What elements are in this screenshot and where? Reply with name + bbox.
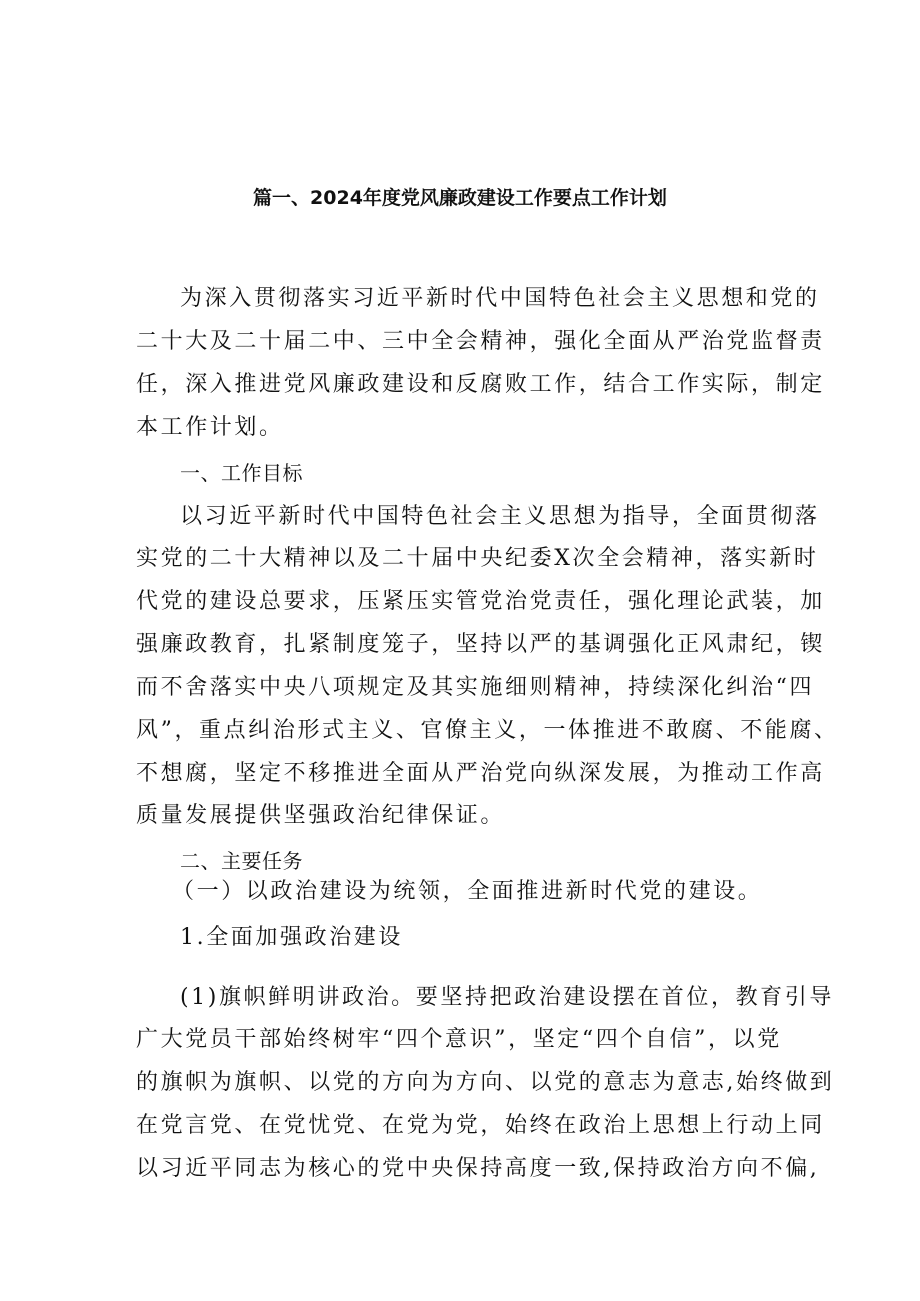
paragraph-line: (1)旗帜鲜明讲政治。要坚持把政治建设摆在首位，教育引导: [180, 985, 834, 1010]
paragraph-line: 在党言党、在党忧党、在党为党，始终在政治上思想上行动上同: [136, 1113, 825, 1138]
paragraph-line: 以习近平新时代中国特色社会主义思想为指导，全面贯彻落: [180, 504, 820, 529]
intro-line: 任，深入推进党风廉政建设和反腐败工作，结合工作实际，制定: [136, 372, 825, 397]
intro-line: 二十大及二十届二中、三中全会精神，强化全面从严治党监督责: [136, 329, 825, 354]
section-heading: 二、主要任务: [180, 849, 303, 873]
document-title: 篇一、2024年度党风廉政建设工作要点工作计划: [253, 187, 667, 209]
intro-line: 为深入贯彻落实习近平新时代中国特色社会主义思想和党的: [180, 286, 820, 311]
paragraph-line: 代党的建设总要求，压紧压实管党治党责任，强化理论武装，加: [136, 589, 825, 614]
paragraph-line: 以习近平同志为核心的党中央保持高度一致,保持政治方向不偏,: [136, 1156, 820, 1181]
subsection-heading: （一）以政治建设为统领，全面推进新时代党的建设。: [172, 879, 763, 904]
intro-line: 本工作计划。: [136, 415, 284, 440]
paragraph-line: 而不舍落实中央八项规定及其实施细则精神，持续深化纠治“四: [136, 675, 815, 700]
section-heading: 一、工作目标: [180, 461, 303, 485]
item-heading: 1.全面加强政治建设: [180, 925, 403, 950]
paragraph-line: 不想腐，坚定不移推进全面从严治党向纵深发展，为推动工作高: [136, 761, 825, 786]
paragraph-line: 质量发展提供坚强政治纪律保证。: [136, 803, 506, 828]
paragraph-line: 实党的二十大精神以及二十届中央纪委X次全会精神，落实新时: [136, 546, 819, 571]
paragraph-line: 广大党员干部始终树牢“四个意识”，坚定“四个自信”，以党: [136, 1027, 782, 1052]
paragraph-line: 风”，重点纠治形式主义、官僚主义，一体推进不敢腐、不能腐、: [136, 718, 839, 743]
paragraph-line: 强廉政教育，扎紧制度笼子，坚持以严的基调强化正风肃纪，锲: [136, 632, 825, 657]
paragraph-line: 的旗帜为旗帜、以党的方向为方向、以党的意志为意志,始终做到: [136, 1070, 835, 1095]
